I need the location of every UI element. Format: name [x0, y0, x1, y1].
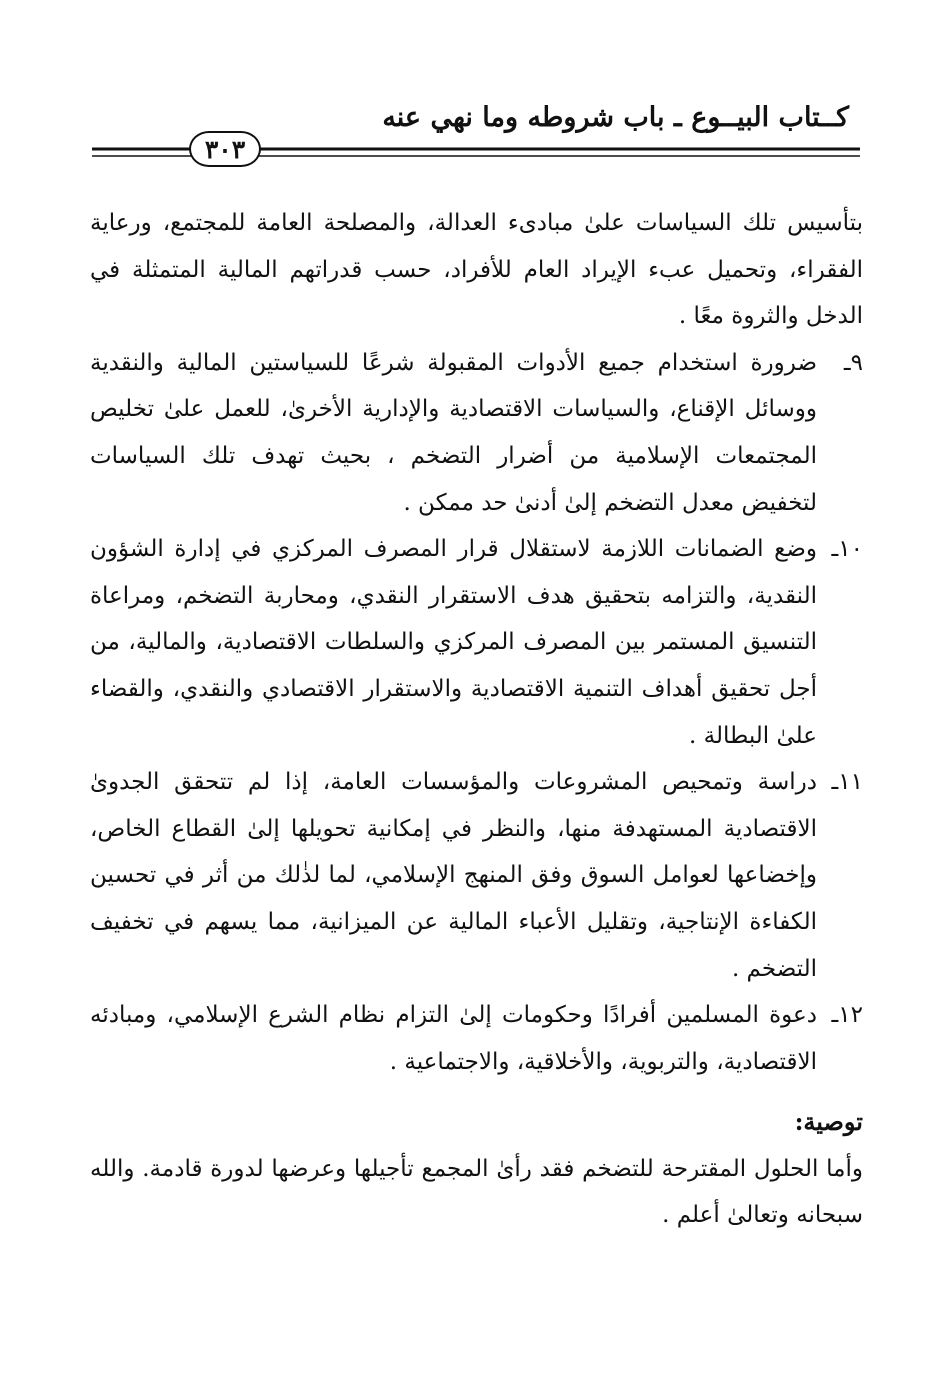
list-item [90, 759, 863, 992]
list-item [90, 340, 863, 526]
recommendation-heading: توصية: [794, 1107, 863, 1137]
list-item-text: دعوة المسلمين أفرادًا وحكومات إلىٰ التزام نظام الشرع الإسلامي، ومبادئه الاقتصادية، والتربوية، والأخلاقية، والاجتماعية . [90, 1002, 817, 1075]
running-header-title: كــتاب البيــوع ـ باب شروطه وما نهي عنه [382, 102, 849, 133]
page-number-badge: ٣٠٣ [189, 131, 261, 167]
list-item-number: ١٢ـ [831, 1002, 863, 1029]
list-item-text: وضع الضمانات اللازمة لاستقلال قرار المصرف المركزي في إدارة الشؤون النقدية، والتزامه بتحقيق هدف الاستقرار النقدي، ومحاربة التضخم، ومراعاة التنسيق المستمر بين المصرف المركزي والسلطات الاقتصادية، والمالية، من أجل تحقيق أهداف التنمية الاقتصادية والاستقرار الاقتصادي والنقدي، والقضاء علىٰ البطالة . [90, 536, 817, 749]
page-content [90, 200, 863, 1239]
list-item-text: دراسة وتمحيص المشروعات والمؤسسات العامة، إذا لم تتحقق الجدوىٰ الاقتصادية المستهدفة منها، والنظر في إمكانية تحويلها إلىٰ القطاع الخاص، وإخضاعها لعوامل السوق وفق المنهج الإسلامي، لما لذٰلك من أثر في تحسين الكفاءة الإنتاجية، وتقليل الأعباء المالية عن الميزانية، مما يسهم في تخفيف التضخم . [90, 769, 817, 982]
continuation-paragraph: بتأسيس تلك السياسات علىٰ مبادىء العدالة، والمصلحة العامة للمجتمع، ورعاية الفقراء، وتحميل عبء الإيراد العام للأفراد، حسب قدراتهم المالية المتمثلة في الدخل والثروة معًا . [90, 210, 863, 330]
list-item-number: ١١ـ [831, 769, 863, 796]
list-item [90, 526, 863, 759]
recommendation-paragraph: وأما الحلول المقترحة للتضخم فقد رأىٰ المجمع تأجيلها وعرضها لدورة قادمة. والله سبحانه وتعالىٰ أعلم . [90, 1155, 863, 1229]
list-item-number: ١٠ـ [831, 536, 863, 563]
list-item-text: ضرورة استخدام جميع الأدوات المقبولة شرعًا للسياستين المالية والنقدية ووسائل الإقناع، والسياسات الاقتصادية والإدارية الأخرىٰ، للعمل علىٰ تخليص المجتمعات الإسلامية من أضرار التضخم ، بحيث تهدف تلك السياسات لتخفيض معدل التضخم إلىٰ أدنىٰ حد ممكن . [90, 349, 817, 516]
list-item-number: ٩ـ [843, 349, 863, 376]
list-item [90, 992, 863, 1085]
